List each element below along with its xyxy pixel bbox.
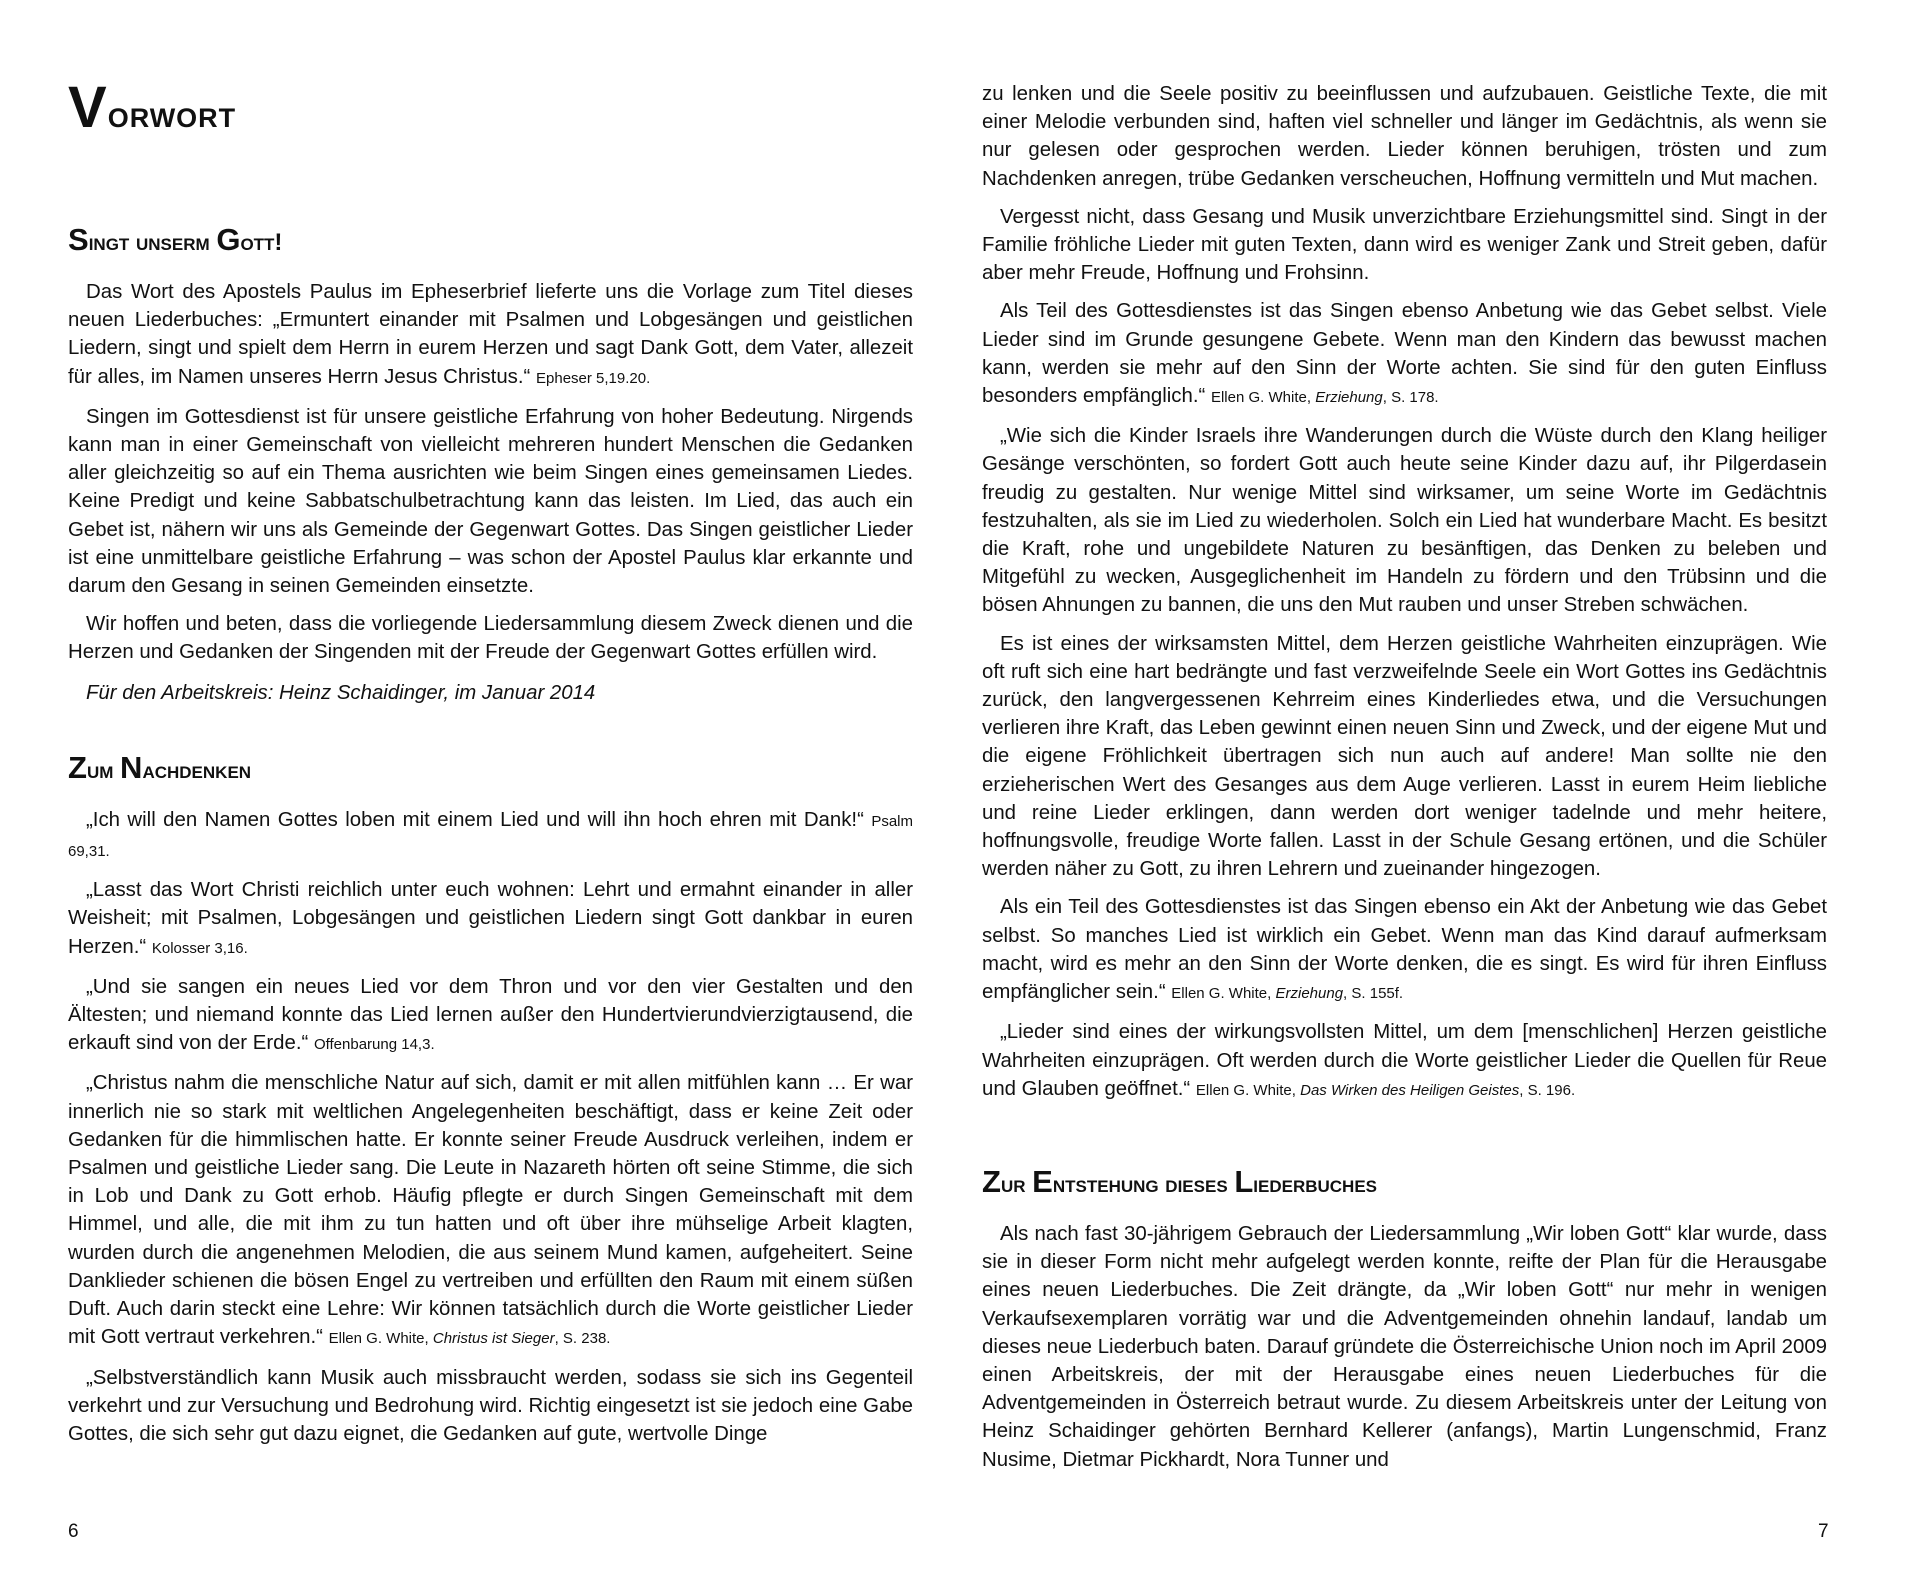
section-heading-singt-unserm-gott: Singt unserm Gott! — [68, 222, 283, 257]
source-reference: Ellen G. White, Erziehung, S. 178. — [1210, 389, 1439, 407]
source-reference: Ellen G. White, Christus ist Sieger, S. 238. — [328, 1330, 611, 1348]
paragraph-singing: Singen im Gottesdienst ist für unsere geistliche Erfahrung von hoher Bedeutung. Nirgends kann man in einer Gemeinschaft von vielleicht mehreren hundert Menschen die Gedanken aller gleichzeitig so auf ein Thema ausrichten wie beim Singen eines gemeinsamen Liedes. Keine Predigt und keine Sabbatschulbetrachtung kann das leisten. Im Lied, das auch ein Gebet ist, nähern wir uns als Gemeinde der Gegenwart Gottes. Das Singen geistlicher Lieder ist eine unmittelbare geistliche Erfahrung – was schon der Apostel Paulus klar erkannte und darum den Gesang in seinen Gemeinden einsetzte. — [68, 405, 913, 598]
paragraph-gottesdienst: Als Teil des Gottesdienstes ist das Singen ebenso Anbetung wie das Gebet selbst. Viele Lieder sind im Grunde gesungene Gebete. Wenn man den Kindern das bewusst machen kann, werden sie mehr auf den Sinn der Worte achten. Sie sind für den guten Einfluss besonders empfänglich.“ Ellen G. White, Erziehung, S. 178. — [982, 300, 1827, 408]
continued-paragraph: zu lenken und die Seele positiv zu beeinflussen und aufzubauen. Geistliche Texte, die mit einer Melodie verbunden sind, haften viel schneller und länger im Gedächtnis, als wenn sie nur gelesen oder gesprochen werden. Lieder können beruhigen, trösten und zum Nachdenken anregen, trübe Gedanken verscheuchen, Hoffnung vermitteln und Mut machen. — [982, 83, 1827, 190]
left-column — [68, 75, 913, 1458]
quote-kolosser: „Lasst das Wort Christi reichlich unter euch wohnen: Lehrt und ermahnt einander in aller Weisheit; mit Psalmen, Lobgesängen und geistlichen Liedern singt Gott dankbar in euren Herzen.“ Kolosser 3,16. — [68, 879, 913, 958]
quote-psalm: „Ich will den Namen Gottes loben mit einem Lied und will ihn hoch ehren mit Dank!“ Psalm 69,31. — [68, 808, 913, 861]
page-title: Vorwort — [68, 75, 237, 140]
paragraph-erziehung: Vergesst nicht, dass Gesang und Musik unverzichtbare Erziehungsmittel sind. Singt in der Familie fröhliche Lieder mit guten Texten, dann wird es weniger Zank und Streit geben, dafür aber mehr Freude, Hoffnung und Frohsinn. — [982, 205, 1827, 285]
right-column — [982, 80, 1827, 1484]
signature: Für den Arbeitskreis: Heinz Schaidinger, im Januar 2014 — [86, 681, 596, 704]
right-page — [982, 0, 1827, 1582]
section-heading-zum-nachdenken: Zum Nachdenken — [68, 749, 252, 785]
paragraph-hope: Wir hoffen und beten, dass die vorliegende Liedersammlung diesem Zweck dienen und die Herzen und Gedanken der Singenden mit der Freude der Gegenwart Gottes erfüllen wird. — [68, 613, 913, 664]
source-reference: Ellen G. White, Das Wirken des Heiligen Geistes, S. 196. — [1195, 1081, 1576, 1099]
quote-israel: „Wie sich die Kinder Israels ihre Wanderungen durch die Wüste durch den Klang heiliger Gesänge verschönten, so fordert Gott auch heute seine Kinder dazu auf, ihr Pilgerdasein freudig zu gestalten. Nur wenige Mittel sind wirksamer, um seine Worte im Gedächtnis festzuhalten, als sie im Lied zu wiederholen. Solch ein Lied hat wunderbare Macht. Es besitzt die Kraft, rohe und ungebildete Naturen zu besänftigen, das Denken zu beleben und Mitgefühl zu wecken, Ausgeglichenheit im Handeln zu fördern und den Trübsinn und die bösen Ahnungen zu bannen, die uns den Mut rauben und unser Streben schwächen. — [982, 425, 1827, 617]
source-reference: Offenbarung 14,3. — [313, 1036, 435, 1054]
paragraph-anbetung: Als ein Teil des Gottesdienstes ist das Singen ebenso ein Akt der Anbetung wie das Gebet selbst. So manches Lied ist wirklich ein Gebet. Wenn man das Kind darauf aufmerksam macht, wird es mehr an den Sinn der Worte denken, die es singt. Es wird für ihren Einfluss empfänglicher sein.“ Ellen G. White, Erziehung, S. 155f. — [982, 896, 1827, 1004]
left-page — [68, 0, 913, 1582]
source-reference: Kolosser 3,16. — [151, 939, 248, 957]
page-number-right: 7 — [1818, 1521, 1829, 1542]
paragraph-wirksamste-mittel: Es ist eines der wirksamsten Mittel, dem Herzen geistliche Wahrheiten einzuprägen. Wie oft ruft sich eine hart bedrängte und fast verzweifelnde Seele ein Wort Gottes ins Gedächtnis zurück, den langvergessenen Kehrreim eines Kinderliedes etwa, und die Versuchungen verlieren ihre Kraft, das Leben gewinnt einen neuen Sinn und Zweck, und der eigene Mut und die eigene Fröhlichkeit übertragen sich nun auch auf andere! Man sollte nie den erzieherischen Wert des Gesanges aus dem Auge verlieren. Lasst in eurem Heim liebliche und reine Lieder erklingen, dann werden dort weniger tadelnde und mehr heitere, hoffnungsvolle, freudige Worte fallen. Lasst in der Schule Gesang ertönen, und die Schüler werden näher zu Gott, zu ihren Lehrern und zueinander hingezogen. — [982, 632, 1827, 881]
source-reference: Ellen G. White, Erziehung, S. 155f. — [1171, 985, 1404, 1003]
paragraph-intro: Das Wort des Apostels Paulus im Epheserbrief lieferte uns die Vorlage zum Titel dieses neuen Liederbuches: „Ermuntert einander mit Psalmen und Lobgesängen und geistlichen Liedern, singt und spielt dem Herrn in eurem Herzen und sagt Dank Gott, dem Vater, allezeit für alles, im Namen unseres Herrn Jesus Christus.“ Epheser 5,19.20. — [68, 281, 913, 388]
source-reference: Psalm 69,31. — [68, 812, 913, 861]
quote-christus: „Christus nahm die menschliche Natur auf sich, damit er mit allen mitfühlen kann … Er war innerlich nie so stark mit weltlichen Angelegenheiten beschäftigt, dass er keine Zeit oder Gedanken für die himmlischen hatte. Er konnte seiner Freude Ausdruck verleihen, indem er Psalmen und geistliche Lieder sang. Die Leute in Nazareth hörten oft seine Stimme, die sich in Lob und Dank zu Gott erhob. Häufig pflegte er durch Singen Gemeinschaft mit dem Himmel, und alle, die mit ihm zu tun hatten und oft über ihre mühselige Arbeit klagten, wurden durch die angenehmen Melodien, die aus seinem Mund kamen, aufgeheitert. Seine Danklieder schienen die bösen Engel zu vertreiben und erfüllten den Raum mit einem süßen Duft. Auch darin steckt eine Lehre: Wir können tatsächlich durch die Worte geistlicher Lieder mit Gott vertraut verkehren.“ Ellen G. White, Christus ist Sieger, S. 238. — [68, 1072, 913, 1349]
source-reference: Epheser 5,19.20. — [536, 369, 651, 387]
page-number-left: 6 — [68, 1521, 79, 1542]
paragraph-entstehung: Als nach fast 30-jährigem Gebrauch der Liedersammlung „Wir loben Gott“ klar wurde, dass sie in dieser Form nicht mehr aufgelegt werden konnte, reifte der Plan für die Herausgabe eines neuen Liederbuches. Die Zeit drängte, da „Wir loben Gott“ nur mehr in wenigen Verkaufsexemplaren vorrätig war und die Adventgemeinden ohnehin landauf, landab um dieses neue Liederbuch baten. Darauf gründete die Österreichische Union noch im April 2009 einen Arbeitskreis, der mit der Herausgabe eines neuen Liederbuches für die Adventgemeinden in Österreich betraut wurde. Zu diesem Arbeitskreis unter der Leitung von Heinz Schaidinger gehörten Bernhard Kellerer (anfangs), Martin Lungenschmid, Franz Nusime, Dietmar Pickhardt, Nora Tunner und — [982, 1222, 1827, 1471]
section-heading-zur-entstehung: Zur Entstehung dieses Liederbuches — [982, 1163, 1378, 1199]
quote-offenbarung: „Und sie sangen ein neues Lied vor dem Thron und vor den vier Gestalten und den Ältesten; und niemand konnte das Lied lernen außer den Hundertvierundvierzigtausend, die erkauft sind von der Erde.“ Offenbarung 14,3. — [68, 975, 913, 1055]
quote-musik: „Selbstverständlich kann Musik auch missbraucht werden, sodass sie sich ins Gegenteil verkehrt und zur Versuchung und Bedrohung wird. Richtig eingesetzt ist sie jedoch eine Gabe Gottes, die sich sehr gut dazu eignet, die Gedanken auf gute, wertvolle Dinge — [68, 1366, 913, 1445]
quote-lieder: „Lieder sind eines der wirkungsvollsten Mittel, um dem [menschlichen] Herzen geistliche Wahrheiten einzuprägen. Oft werden durch die Worte geistlicher Lieder die Quellen für Reue und Glauben geöffnet.“ Ellen G. White, Das Wirken des Heiligen Geistes, S. 196. — [982, 1021, 1827, 1100]
